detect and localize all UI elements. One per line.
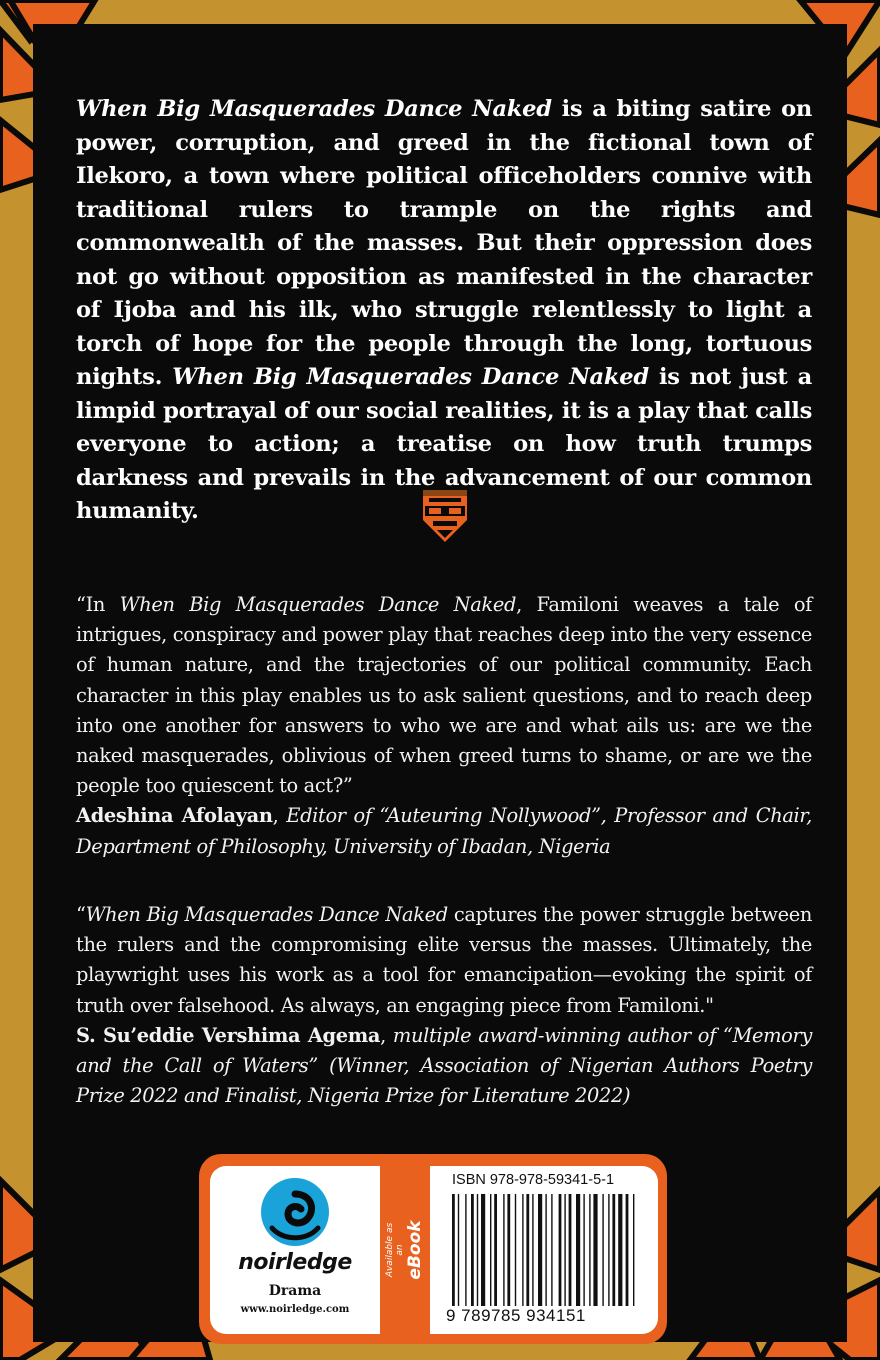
book-title: When Big Masquerades Dance Naked xyxy=(119,593,517,616)
ebook-label: eBook xyxy=(405,1220,425,1280)
barcode-bar xyxy=(494,1194,497,1306)
barcode-bar xyxy=(564,1194,565,1306)
barcode-bar xyxy=(569,1194,572,1306)
noirledge-logo-icon xyxy=(258,1174,332,1250)
barcode-bar xyxy=(526,1194,529,1306)
barcode-bar xyxy=(583,1194,584,1306)
quote-open: “In xyxy=(76,593,120,616)
publisher-name: noirledge xyxy=(238,1250,352,1275)
isbn-label: ISBN 978-978-59341-5-1 xyxy=(452,1172,615,1188)
barcode-bar xyxy=(477,1194,478,1306)
reviewer-credit: multiple award-winning author of “Memory and the Call of Waters” (Winner, Association of Nigerian Authors Poetry Prize 2022 and Finalist, Nigeria Prize for Literature 2022) xyxy=(76,1023,812,1108)
separator: , xyxy=(380,1023,393,1047)
barcode-bar xyxy=(626,1194,629,1306)
book-title: When Big Masquerades Dance Naked xyxy=(85,903,448,926)
barcode-bar xyxy=(507,1194,510,1306)
isbn-number: 9 789785 934151 xyxy=(446,1306,586,1325)
barcode-bar xyxy=(576,1194,580,1306)
barcode-bar xyxy=(515,1194,516,1306)
barcode-bar xyxy=(545,1194,546,1306)
barcode-bar xyxy=(602,1194,603,1306)
barcode xyxy=(448,1194,640,1306)
barcode-bar xyxy=(522,1194,523,1306)
ebook-badge xyxy=(385,1220,425,1280)
synopsis-blurb xyxy=(76,93,812,529)
barcode-bar xyxy=(618,1194,622,1306)
barcode-bar xyxy=(481,1194,485,1306)
barcode-bar xyxy=(503,1194,504,1306)
barcode-bar xyxy=(593,1194,597,1306)
barcode-bar xyxy=(589,1194,590,1306)
barcode-bar xyxy=(490,1194,491,1306)
mask-icon xyxy=(419,486,471,544)
reviewer-name: Adeshina Afolayan xyxy=(76,804,273,828)
separator: , xyxy=(272,804,287,828)
barcode-bar xyxy=(465,1194,466,1306)
quote-body: captures the power struggle between the rulers and the compromising elite versus the masses. Ultimately, the playwright uses his work as a tool for emancipation—evoking the spirit of truth over falsehood. As always, an engaging piece from Familoni." xyxy=(76,903,812,1017)
synopsis-text: is not just a limpid portrayal of our social realities, it is a play that calls everyone to action; a treatise on how truth trumps darkness and prevails in the advancement of our common humanity. xyxy=(76,364,812,524)
barcode-bar xyxy=(471,1194,474,1306)
synopsis-text: is a biting satire on power, corruption, and greed in the fictional town of Ilekoro, a town where political officeholders connive with traditional rulers to trample on the rights and commonwealth of the masses. But their oppression does not go without opposition as manifested in the character of Ijoba and his ilk, who struggle relentlessly to light a torch of hope for the people through the long, tortuous nights. xyxy=(76,96,812,390)
book-title: When Big Masquerades Dance Naked xyxy=(172,364,649,390)
barcode-bar xyxy=(532,1194,533,1306)
reviewer-name: S. Su’eddie Vershima Agema xyxy=(76,1023,381,1047)
barcode-bar xyxy=(551,1194,552,1306)
review-quote xyxy=(76,900,812,1111)
barcode-bar xyxy=(612,1194,615,1306)
barcode-bar xyxy=(608,1194,609,1306)
book-title: When Big Masquerades Dance Naked xyxy=(76,96,552,122)
reviewer-credit: Editor of “Auteuring Nollywood”, Professor and Chair, Department of Philosophy, University of Ibadan, Nigeria xyxy=(76,804,812,858)
barcode-bar xyxy=(559,1194,562,1306)
quote-body: , Familoni weaves a tale of intrigues, conspiracy and power play that reaches deep into the very essence of human nature, and the trajectories of our political community. Each character in this play enables us to ask salient questions, and to reach deep into one another for answers to who we are and what ails us: are we the naked masquerades, oblivious of when greed turns to shame, or are we the people too quiescent to act?” xyxy=(76,593,812,798)
review-quote xyxy=(76,590,812,862)
publisher-url: www.noirledge.com xyxy=(240,1304,350,1315)
barcode-bar xyxy=(452,1194,455,1306)
quote-open: “ xyxy=(76,903,86,926)
barcode-bar xyxy=(538,1194,542,1306)
ebook-available-label: Available as an xyxy=(385,1222,405,1278)
publisher-imprint: Drama xyxy=(268,1283,322,1299)
barcode-bar xyxy=(458,1194,459,1306)
barcode-bar xyxy=(633,1194,634,1306)
